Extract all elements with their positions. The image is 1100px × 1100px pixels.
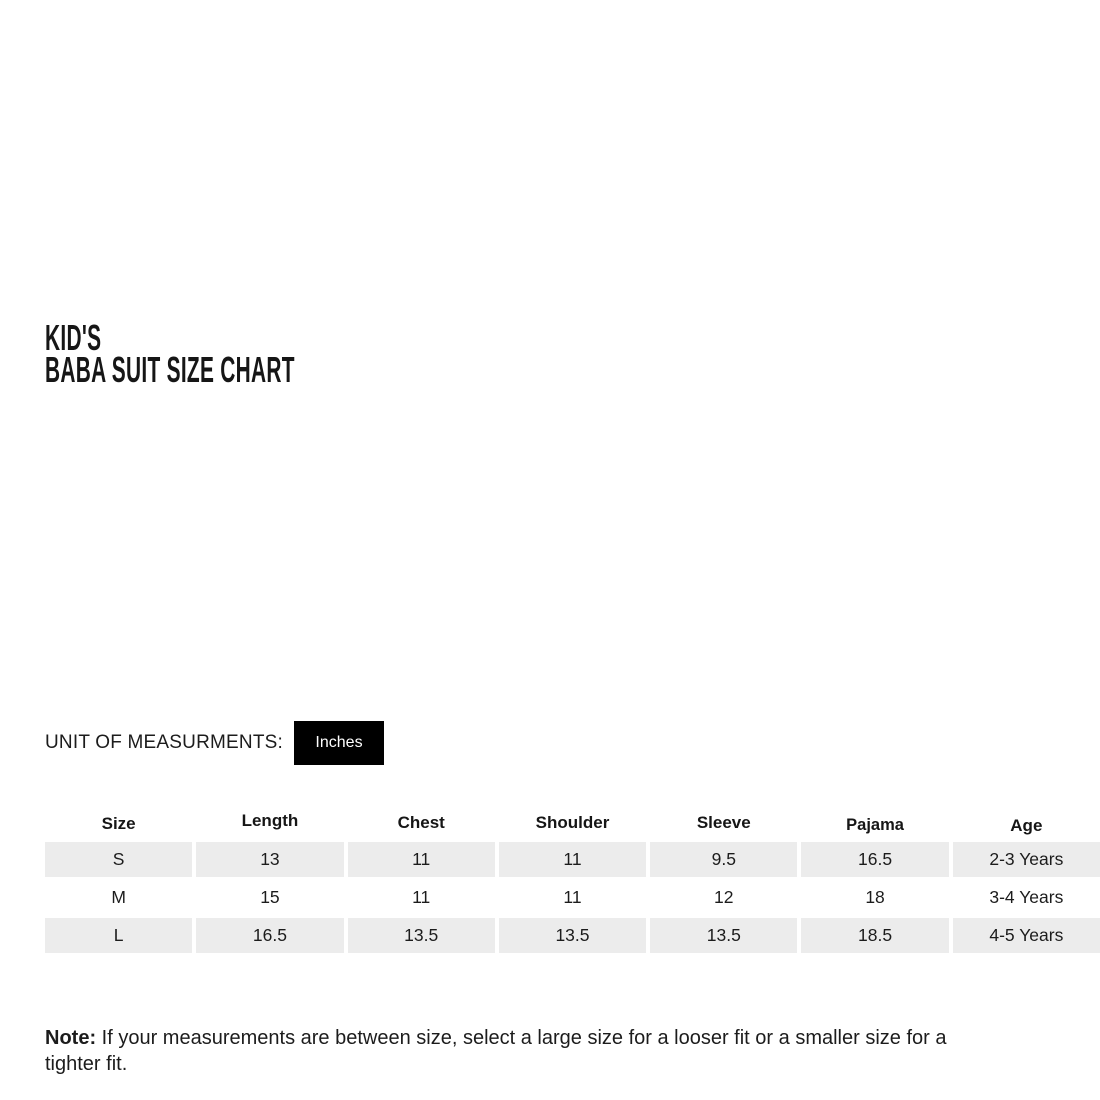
page-title (45, 317, 1100, 390)
table-header-size: Size (101, 814, 136, 833)
table-header-age: Age (1010, 816, 1043, 835)
table-cell-s-length: 13 (196, 842, 343, 877)
title-line-1-text: KID'S (45, 317, 102, 358)
unit-inches-button[interactable]: Inches (294, 721, 384, 765)
table-header-sleeve: Sleeve (696, 813, 751, 832)
table-cell-m-age: 3-4 Years (953, 880, 1100, 915)
table-cell-s-size: S (45, 842, 192, 877)
table-cell-l-age: 4-5 Years (953, 918, 1100, 953)
title-line-2-text: BABA SUIT SIZE CHART (45, 349, 295, 390)
table-cell-l-shoulder: 13.5 (499, 918, 646, 953)
table-cell-l-pajama: 18.5 (801, 918, 948, 953)
table-cell-s-pajama: 16.5 (801, 842, 948, 877)
table-header-shoulder: Shoulder (535, 813, 610, 832)
table-cell-m-chest: 11 (348, 880, 495, 915)
table-cell-s-chest: 11 (348, 842, 495, 877)
unit-of-measurement-row (45, 721, 384, 765)
table-cell-l-length: 16.5 (196, 918, 343, 953)
title-line-2 (45, 349, 1100, 390)
table-header-length: Length (241, 811, 299, 830)
table-cell-s-sleeve: 9.5 (650, 842, 797, 877)
unit-label: UNIT OF MEASURMENTS: (45, 732, 283, 753)
table-header-pajama: Pajama (846, 815, 904, 834)
size-chart-table (45, 809, 1100, 953)
size-chart-page (0, 317, 1100, 1100)
table-cell-m-length: 15 (196, 880, 343, 915)
note-paragraph (45, 1025, 957, 1077)
note-text: If your measurements are between size, select a large size for a looser fit or a smaller size for a tighter fit. (45, 1027, 947, 1075)
table-header-chest: Chest (397, 813, 445, 832)
table-cell-s-shoulder: 11 (499, 842, 646, 877)
table-cell-l-sleeve: 13.5 (650, 918, 797, 953)
table-cell-m-sleeve: 12 (650, 880, 797, 915)
table-cell-l-size: L (45, 918, 192, 953)
table-cell-l-chest: 13.5 (348, 918, 495, 953)
table-cell-s-age: 2-3 Years (953, 842, 1100, 877)
note-label: Note: (45, 1027, 97, 1049)
table-cell-m-pajama: 18 (801, 880, 948, 915)
table-cell-m-size: M (45, 880, 192, 915)
table-cell-m-shoulder: 11 (499, 880, 646, 915)
